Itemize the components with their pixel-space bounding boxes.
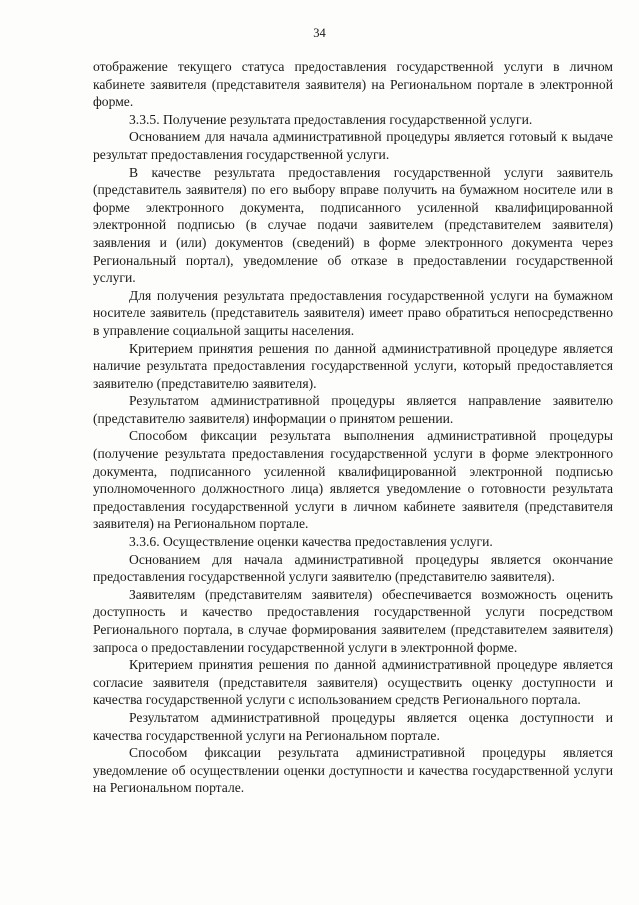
document-body <box>93 58 613 797</box>
paragraph: Результатом административной процедуры является направление заявителю (представителю заявителя) информации о принятом решении. <box>93 393 613 426</box>
paragraph: Заявителям (представителям заявителя) обеспечивается возможность оценить доступность и качество предоставления государственной услуги посредством Регионального портала, в случае формирования заявителем (представителем заявителя) запроса о предоставлении государственной услуги в электронной форме. <box>93 586 613 655</box>
page-number: 34 <box>313 26 326 40</box>
section-heading-3-3-5: 3.3.5. Получение результата предоставления государственной услуги. <box>129 111 533 127</box>
paragraph: Критерием принятия решения по данной административной процедуре является согласие заявителя (представителя заявителя) осуществить оценку доступности и качества государственной услуги с использованием средств Регионального портала. <box>93 657 613 708</box>
paragraph: Основанием для начала административной процедуры является окончание предоставления государственной услуги заявителю (представителю заявителя). <box>93 551 613 585</box>
section-heading-3-3-6: 3.3.6. Осуществление оценки качества предоставления услуги. <box>129 534 493 550</box>
paragraph-continuation: отображение текущего статуса предоставления государственной услуги в личном кабинете заявителя (представителя заявителя) на Региональном портале в электронной форме. <box>93 59 613 110</box>
paragraph: Способом фиксации результата административной процедуры является уведомление об осуществлении оценки доступности и качества государственной услуги на Региональном портале. <box>93 745 613 796</box>
paragraph: Результатом административной процедуры является оценка доступности и качества государственной услуги на Региональном портале. <box>93 709 613 743</box>
paragraph: Способом фиксации результата выполнения административной процедуры (получение результата предоставления государственной услуги в форме электронного документа, подписанного усиленной квалифицированной электронной подписью уполномоченного должностного лица) является уведомление о готовности результата предоставления государственной услуги в личном кабинете заявителя (представителя заявителя) на Региональном портале. <box>93 428 613 532</box>
paragraph: Основанием для начала административной процедуры является готовый к выдаче результат предоставления государственной услуги. <box>93 129 613 162</box>
paragraph: Для получения результата предоставления государственной услуги на бумажном носителе заявитель (представитель заявителя) имеет право обратиться непосредственно в управление социальной защиты населения. <box>93 287 613 338</box>
paragraph: Критерием принятия решения по данной административной процедуре является наличие результата предоставления государственной услуги, который предоставляется заявителю (представителю заявителя). <box>93 340 613 391</box>
paragraph: В качестве результата предоставления государственной услуги заявитель (представитель заявителя) по его выбору вправе получить на бумажном носителе или в форме электронного документа, подписанного усиленной квалифицированной электронной подписью (в случае подачи заявителем (представителем заявителя) заявления и (или) документов (сведений) в форме электронного документа через Региональный портал), уведомление об отказе в предоставлении государственной услуги. <box>93 164 613 286</box>
